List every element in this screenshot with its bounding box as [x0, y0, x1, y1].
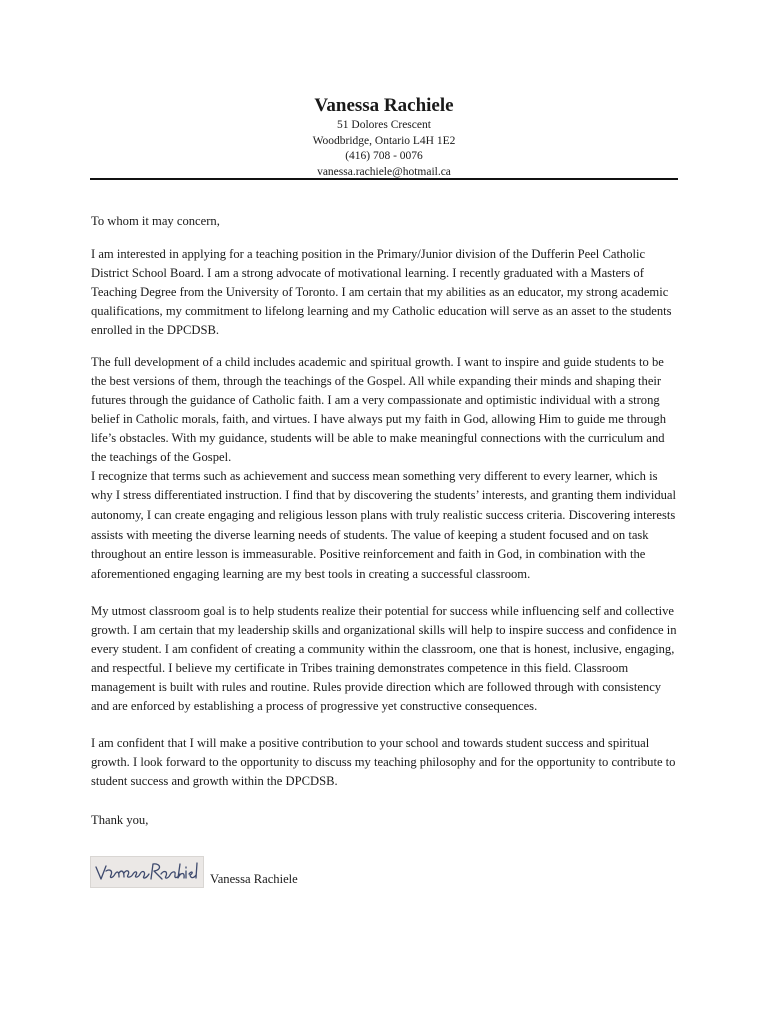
sender-street: 51 Dolores Crescent — [337, 119, 431, 131]
paragraph-development: The full development of a child includes academic and spiritual growth. I want to inspire and guide students to be the best versions of them, through the teachings of the Gospel. All while expanding their minds and shaping their futures through the guidance of Catholic faith. I am a very compassionate and optimistic individual with a strong belief in Catholic morals, faith, and virtues. I have always put my faith in God, allowing Him to guide me through life’s obstacles. With my guidance, students will be able to make meaningful connections with the curriculum and the teachings of the Gospel. — [91, 355, 666, 464]
sender-city: Woodbridge, Ontario L4H 1E2 — [312, 134, 456, 147]
paragraph-instruction: I recognize that terms such as achievement and success mean something very different to every learner, which is why I stress differentiated instruction. I find that by discovering the students’ interests, and granting them individual autonomy, I can create engaging and religious lesson plans with truly realistic success criteria. Discovering interests assists with meeting the diverse learning needs of students. The value of keeping a student focused and on task throughout an entire lesson is immeasurable. Positive reinforcement and faith in God, in combination with the aforementioned engaging learning are my best tools in creating a successful classroom. — [91, 468, 677, 581]
sender-phone: (416) 708 - 0076 — [345, 150, 423, 162]
paragraph-conclusion: I am confident that I will make a positive contribution to your school and towards student success and spiritual growth. I look forward to the opportunity to discuss my teaching philosophy and for the opportunity to contribute to student success and growth within the DPCDSB. — [91, 735, 676, 788]
paragraph-intro: I am interested in applying for a teaching position in the Primary/Junior division of the Dufferin Peel Catholic District School Board. I am a strong advocate of motivational learning. I recently graduated with a Masters of Teaching Degree from the University of Toronto. I am certain that my abilities as an educator, my strong academic qualifications, my commitment to lifelong learning and my Catholic education will serve as an asset to the students enrolled in the DPCDSB. — [91, 246, 672, 337]
greeting: To whom it may concern, — [91, 214, 220, 228]
letterhead-divider — [90, 178, 678, 180]
handwritten-signature — [90, 856, 204, 888]
letterhead — [0, 94, 768, 180]
signature-typed-name: Vanessa Rachiele — [210, 872, 298, 886]
sender-email: vanessa.rachiele@hotmail.ca — [317, 165, 451, 178]
closing: Thank you, — [91, 812, 149, 827]
paragraph-classroom-goal: My utmost classroom goal is to help students realize their potential for success while influencing self and collective growth. I am certain that my leadership skills and organizational skills will help to inspire success and confidence in every student. I am confident of creating a community within the classroom, one that is honest, inclusive, engaging, and respectful. I believe my certificate in Tribes training demonstrates competence in this field. Classroom management is built with rules and routine. Rules provide direction which are followed through with consistency and are enforced by establishing a process of progressive yet constructive consequences. — [91, 604, 677, 713]
sender-name: Vanessa Rachiele — [314, 95, 454, 116]
letter-body — [91, 212, 681, 830]
signature-block — [90, 856, 490, 890]
